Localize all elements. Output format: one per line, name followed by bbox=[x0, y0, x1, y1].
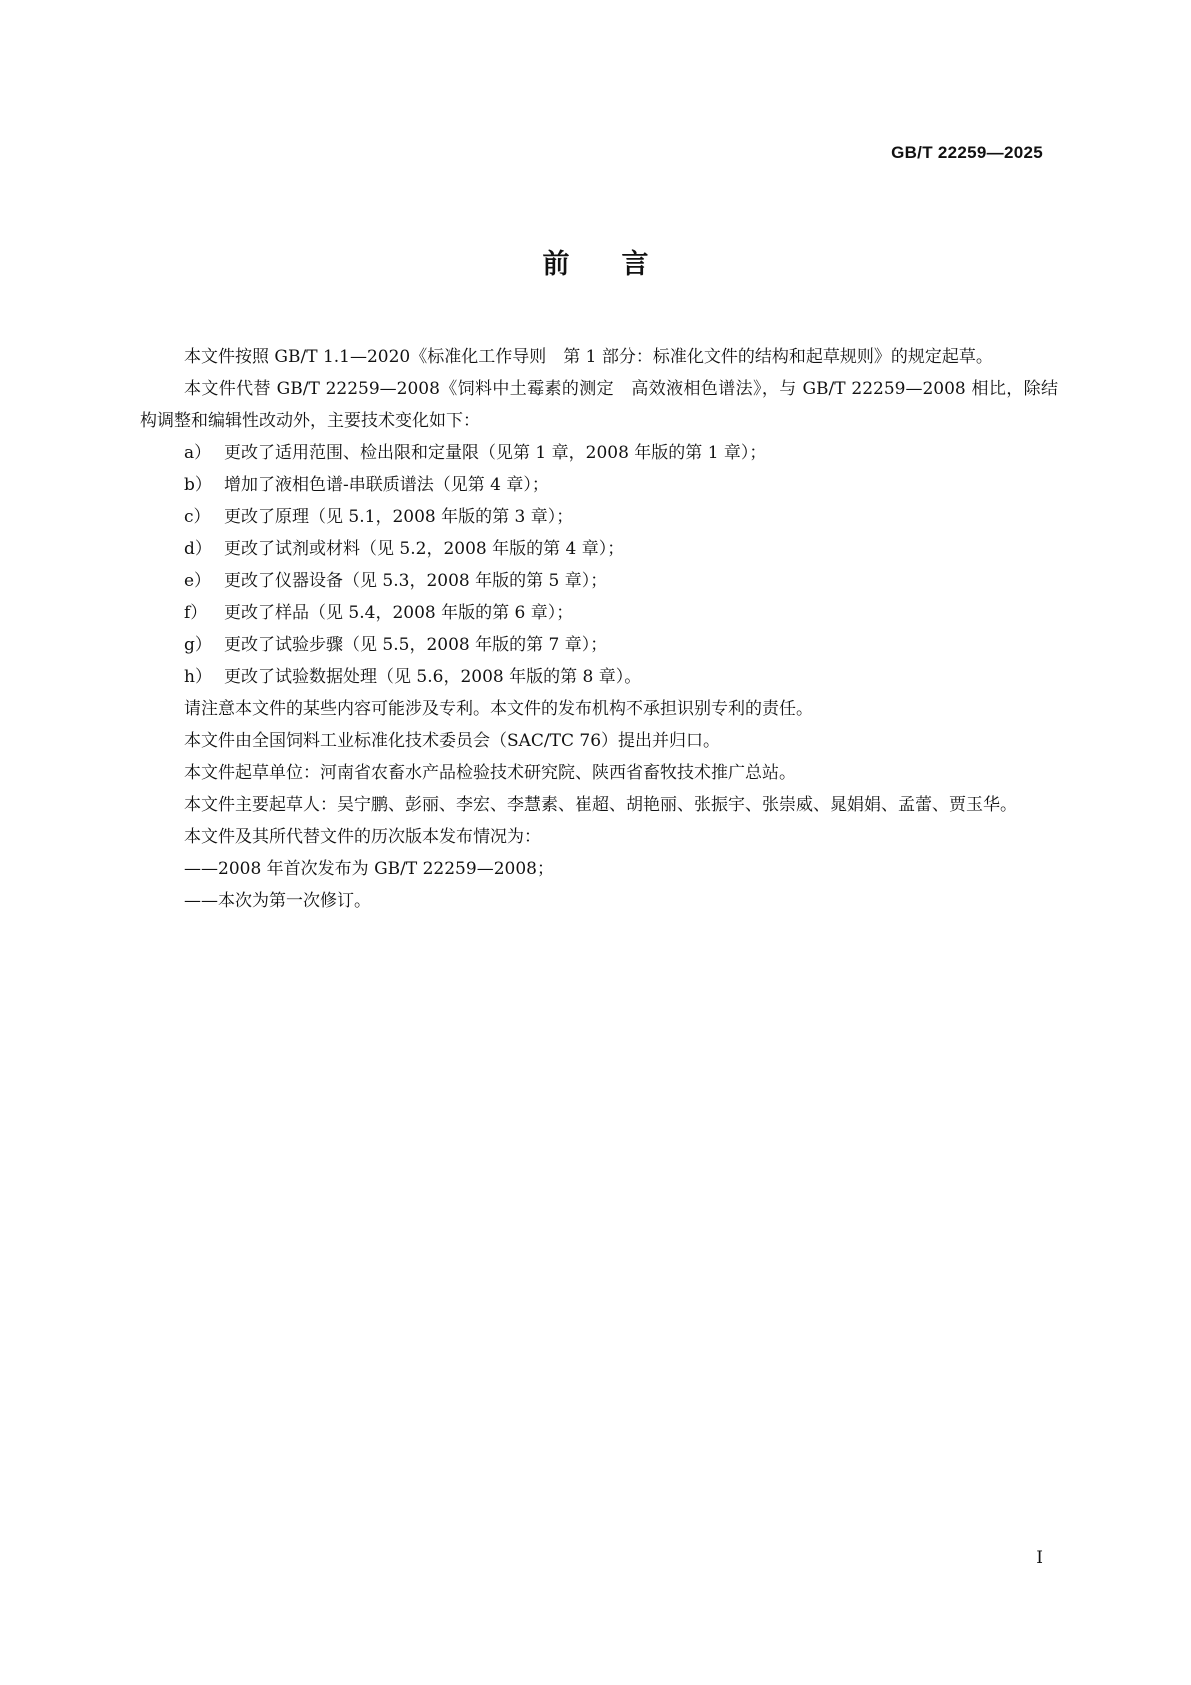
page-title: 前言 bbox=[542, 249, 701, 280]
list-item-text: 更改了仪器设备（见 5.3，2008 年版的第 5 章）； bbox=[224, 571, 608, 591]
list-item-marker: d） bbox=[184, 539, 212, 559]
list-item bbox=[140, 661, 1058, 693]
list-item-marker: b） bbox=[184, 475, 212, 495]
list-item-text: 更改了原理（见 5.1，2008 年版的第 3 章）； bbox=[224, 507, 574, 527]
page-number: I bbox=[1036, 1548, 1043, 1568]
paragraph-proposer: 本文件由全国饲料工业标准化技术委员会（SAC/TC 76）提出并归口。 bbox=[184, 731, 721, 751]
list-item-text: 更改了样品（见 5.4，2008 年版的第 6 章）； bbox=[224, 603, 574, 623]
paragraph-replacement: 本文件代替 GB/T 22259—2008《饲料中土霉素的测定 高效液相色谱法》，与 GB/T 22259—2008 相比，除结构调整和编辑性改动外，主要技术变化如下： bbox=[140, 379, 1058, 431]
list-item-marker: a） bbox=[184, 443, 212, 463]
foreword-body bbox=[140, 341, 1058, 917]
paragraph-history-intro: 本文件及其所代替文件的历次版本发布情况为： bbox=[184, 827, 541, 847]
list-item-text: 更改了试剂或材料（见 5.2，2008 年版的第 4 章）； bbox=[224, 539, 625, 559]
list-item-text: 增加了液相色谱-串联质谱法（见第 4 章）； bbox=[224, 475, 549, 495]
paragraph-drafters: 本文件主要起草人：吴宁鹏、彭丽、李宏、李慧素、崔超、胡艳丽、张振宇、张崇威、晁娟娟、孟蕾、贾玉华。 bbox=[184, 795, 1017, 815]
changes-list bbox=[140, 437, 1058, 693]
list-item bbox=[140, 533, 1058, 565]
list-item bbox=[140, 437, 1058, 469]
list-item-text: 更改了试验步骤（见 5.5，2008 年版的第 7 章）； bbox=[224, 635, 608, 655]
paragraph-patent-notice: 请注意本文件的某些内容可能涉及专利。本文件的发布机构不承担识别专利的责任。 bbox=[184, 699, 813, 719]
list-item bbox=[140, 565, 1058, 597]
list-item-marker: e） bbox=[184, 571, 212, 591]
history-list bbox=[140, 853, 1058, 917]
list-item bbox=[140, 501, 1058, 533]
paragraph-drafting-rules: 本文件按照 GB/T 1.1—2020《标准化工作导则 第 1 部分：标准化文件的结构和起草规则》的规定起草。 bbox=[184, 347, 993, 367]
list-item-text: 更改了试验数据处理（见 5.6，2008 年版的第 8 章）。 bbox=[224, 667, 642, 687]
list-item-marker: h） bbox=[184, 667, 212, 687]
history-item: ——本次为第一次修订。 bbox=[184, 891, 371, 911]
list-item bbox=[140, 629, 1058, 661]
paragraph-drafting-units: 本文件起草单位：河南省农畜水产品检验技术研究院、陕西省畜牧技术推广总站。 bbox=[184, 763, 796, 783]
list-item-text: 更改了适用范围、检出限和定量限（见第 1 章，2008 年版的第 1 章）； bbox=[224, 443, 767, 463]
list-item-marker: f） bbox=[184, 603, 208, 623]
history-item: ——2008 年首次发布为 GB/T 22259—2008； bbox=[184, 859, 554, 879]
list-item bbox=[140, 469, 1058, 501]
list-item bbox=[140, 597, 1058, 629]
list-item-marker: g） bbox=[184, 635, 212, 655]
list-item-marker: c） bbox=[184, 507, 211, 527]
standard-number: GB/T 22259—2025 bbox=[891, 143, 1043, 162]
